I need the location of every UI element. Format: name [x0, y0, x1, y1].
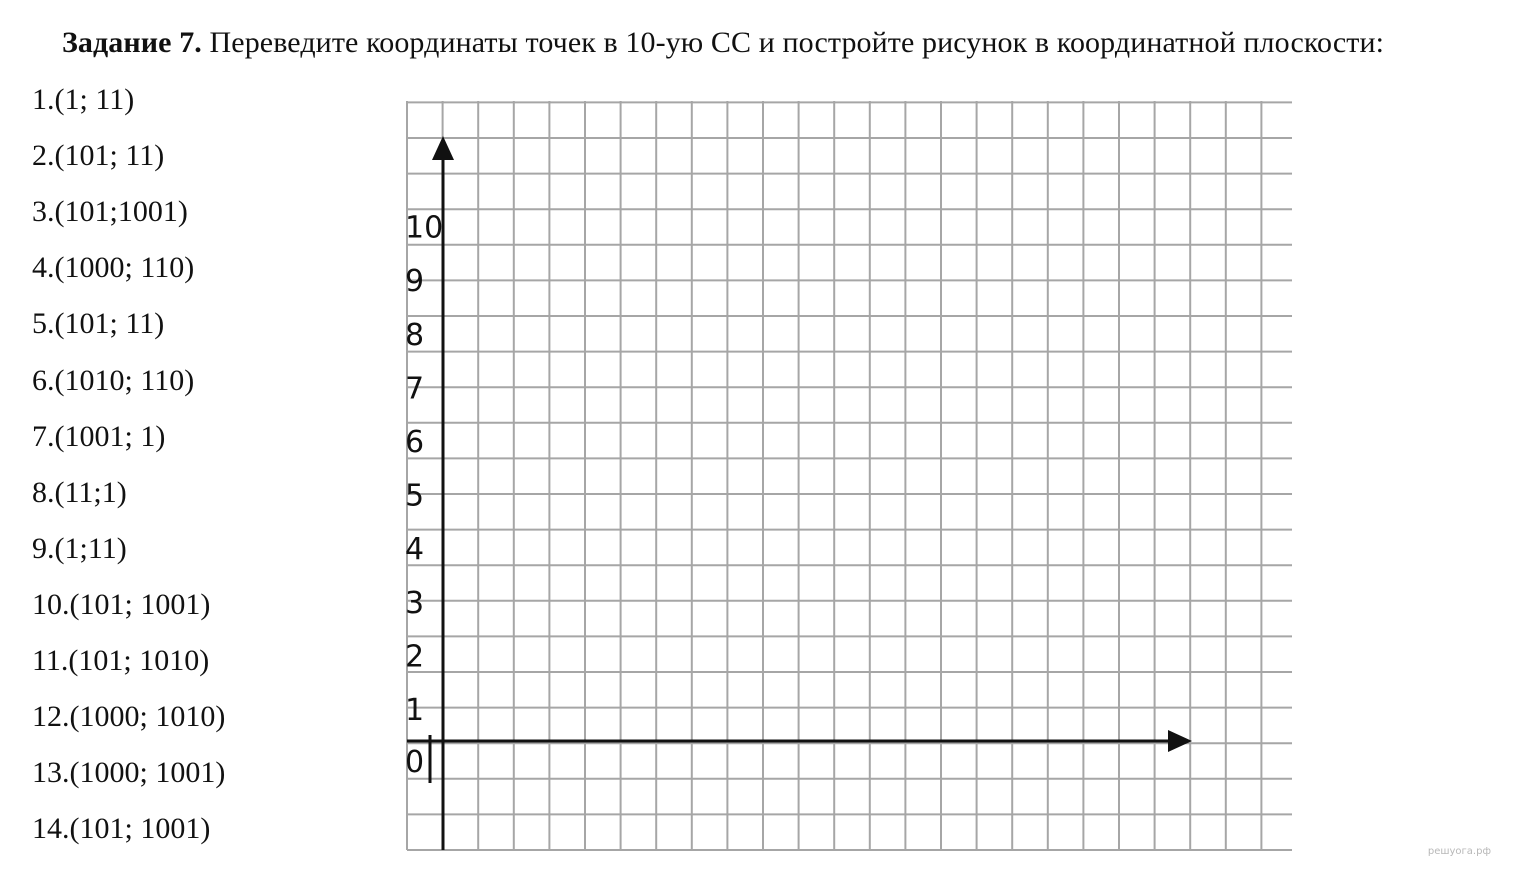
task-instruction: Переведите координаты точек в 10-ую СС и постройте рисунок в координатной плоскости: — [209, 26, 1385, 59]
point-coords: (1010; 110) — [54, 363, 195, 397]
point-coords: (1; 11) — [54, 83, 135, 116]
point-number: 2. — [32, 139, 55, 173]
grid-lines — [407, 101, 1292, 850]
point-number: 7. — [32, 419, 55, 453]
y-tick-label: 5 — [405, 478, 425, 514]
point-number: 12. — [32, 700, 70, 734]
point-coords: (11;1) — [54, 475, 127, 509]
y-tick-label: 2 — [405, 639, 425, 675]
y-axis-arrow — [432, 136, 454, 160]
point-number: 1. — [32, 83, 55, 116]
point-coords: (101; 1010) — [68, 644, 210, 677]
point-coords: (101; 11) — [54, 139, 165, 173]
point-number: 14. — [32, 812, 70, 846]
y-axis-labels — [405, 211, 443, 780]
y-tick-label: 7 — [405, 371, 425, 407]
point-coords: (101;1001) — [54, 195, 188, 229]
watermark: решуога.рф — [1427, 846, 1491, 857]
y-tick-label: 0 — [405, 745, 425, 780]
point-coords: (1000; 110) — [54, 251, 195, 285]
point-number: 5. — [32, 307, 55, 341]
point-number: 10. — [32, 587, 70, 621]
point-number: 6. — [32, 363, 55, 397]
x-axis-arrow — [1168, 730, 1192, 752]
point-number: 9. — [32, 531, 55, 565]
point-coords: (1000; 1001) — [69, 756, 226, 790]
point-number: 13. — [32, 756, 70, 790]
y-tick-label: 8 — [405, 317, 425, 353]
y-tick-label: 9 — [405, 264, 425, 300]
task-label: Задание 7. — [62, 26, 202, 59]
point-coords: (101; 11) — [54, 307, 165, 341]
point-coords: (1001; 1) — [54, 419, 166, 453]
y-tick-label: 1 — [405, 693, 425, 728]
point-number: 8. — [32, 475, 55, 509]
point-number: 11. — [32, 644, 69, 677]
point-number: 4. — [32, 251, 55, 285]
y-tick-label: 10 — [405, 210, 444, 246]
y-tick-label: 6 — [405, 425, 425, 460]
y-tick-label: 3 — [405, 585, 425, 621]
point-coords: (101; 1001) — [69, 812, 211, 846]
point-number: 3. — [32, 195, 55, 229]
point-coords: (1;11) — [54, 531, 127, 565]
y-tick-label: 4 — [405, 532, 425, 568]
point-coords: (1000; 1010) — [69, 700, 226, 734]
point-coords: (101; 1001) — [69, 587, 211, 621]
